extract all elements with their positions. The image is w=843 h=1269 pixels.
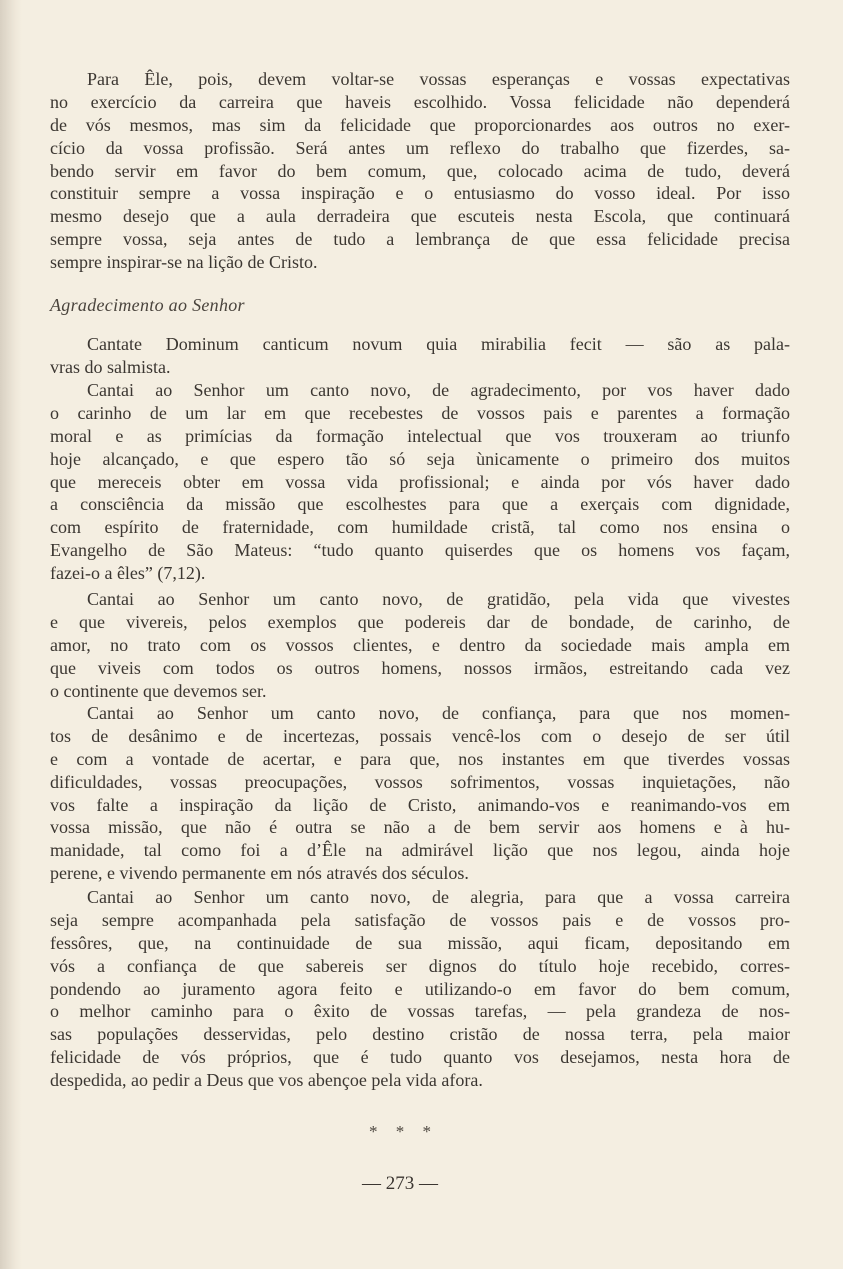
- text-line: vras do salmista.: [50, 356, 171, 377]
- text-line: de vós mesmos, mas sim da felicidade que proporcionardes aos outros no exer-: [50, 114, 790, 135]
- text-line: moral e as primícias da formação intelectual que vos trouxeram ao triunfo: [50, 425, 790, 446]
- text-line: Cantai ao Senhor um canto novo, de alegria, para que a vossa carreira: [87, 887, 790, 907]
- text-line: vós a confiança de que sabereis ser dignos do título hoje recebido, corres-: [50, 955, 790, 976]
- text-line: Para Êle, pois, devem voltar-se vossas esperanças e vossas expectativas: [87, 69, 790, 89]
- page-gutter-shadow: [0, 0, 22, 1269]
- paragraph-intro: [50, 68, 790, 274]
- text-line: cício da vossa profissão. Será antes um reflexo do trabalho que fizerdes, sa-: [50, 137, 790, 158]
- text-line: a consciência da missão que escolhestes para que a exerçais com dignidade,: [50, 494, 790, 515]
- text-line: e que vivereis, pelos exemplos que podereis dar de bondade, de carinho, de: [50, 611, 790, 632]
- page-number: — 273 —: [362, 1173, 438, 1194]
- text-line: constituir sempre a vossa inspiração e o entusiasmo do vosso ideal. Por isso: [50, 183, 790, 204]
- text-line: sempre inspirar-se na lição de Cristo.: [50, 252, 318, 273]
- text-line: felicidade de vós próprios, que é tudo quanto vos desejamos, nesta hora de: [50, 1047, 790, 1068]
- text-line: que viveis com todos os outros homens, nossos irmãos, estreitando cada vez: [50, 657, 790, 678]
- text-line: sempre vossa, seja antes de tudo a lembrança de que essa felicidade precisa: [50, 229, 790, 250]
- section-separator: * * *: [369, 1122, 431, 1141]
- text-line: perene, e vivendo permanente em nós através dos séculos.: [50, 863, 469, 884]
- text-line: Evangelho de São Mateus: “tudo quanto quiserdes que os homens vos façam,: [50, 540, 790, 561]
- text-line: Cantai ao Senhor um canto novo, de agradecimento, por vos haver dado: [87, 380, 790, 400]
- text-line: Cantai ao Senhor um canto novo, de gratidão, pela vida que vivestes: [87, 589, 790, 609]
- text-line: com espírito de fraternidade, com humildade cristã, tal como nos ensina o: [50, 517, 790, 538]
- text-line: Cantate Dominum canticum novum quia mirabilia fecit — são as pala-: [87, 334, 790, 354]
- text-line: hoje alcançado, e que espero tão só seja ùnicamente o primeiro dos muitos: [50, 448, 790, 469]
- paragraph-cantate: [50, 333, 790, 379]
- paragraph-gratidao: [50, 588, 790, 702]
- text-line: Cantai ao Senhor um canto novo, de confiança, para que nos momen-: [87, 703, 790, 723]
- text-line: vos falte a inspiração da lição de Cristo, animando-vos e reanimando-vos em: [50, 794, 790, 815]
- text-line: sas populações desservidas, pelo destino cristão de nossa terra, pela maior: [50, 1024, 790, 1045]
- text-line: pondendo ao juramento agora feito e utilizando-o em favor do bem comum,: [50, 978, 790, 999]
- text-line: despedida, ao pedir a Deus que vos abençoe pela vida afora.: [50, 1070, 483, 1091]
- paragraph-alegria: [50, 886, 790, 1092]
- text-line: no exercício da carreira que haveis escolhido. Vossa felicidade não dependerá: [50, 91, 790, 112]
- text-line: fessôres, que, na continuidade de sua missão, aqui ficam, depositando em: [50, 932, 790, 953]
- text-line: bendo servir em favor do bem comum, que, colocado acima de tudo, deverá: [50, 160, 790, 181]
- text-line: amor, no trato com os vossos clientes, e dentro da sociedade mais ampla em: [50, 634, 790, 655]
- text-line: mesmo desejo que a aula derradeira que escuteis nesta Escola, que continuará: [50, 206, 790, 227]
- text-line: o melhor caminho para o êxito de vossas tarefas, — pela grandeza de nos-: [50, 1001, 790, 1022]
- text-line: o carinho de um lar em que recebestes de vossos pais e parentes a formação: [50, 402, 790, 423]
- text-line: o continente que devemos ser.: [50, 680, 267, 701]
- section-heading: Agradecimento ao Senhor: [50, 295, 245, 315]
- text-line: seja sempre acompanhada pela satisfação de vossos pais e de vossos pro-: [50, 909, 790, 930]
- text-line: dificuldades, vossas preocupações, vossos sofrimentos, vossas inquietações, não: [50, 771, 790, 792]
- paragraph-agradecimento: [50, 379, 790, 585]
- text-line: que mereceis obter em vossa vida profissional; e ainda por vós haver dado: [50, 471, 790, 492]
- text-line: manidade, tal como foi a d’Êle na admirável lição que nos legou, ainda hoje: [50, 840, 790, 861]
- paragraph-confianca: [50, 702, 790, 885]
- text-line: fazei-o a êles” (7,12).: [50, 563, 206, 584]
- text-line: vossa missão, que não é outra se não a de bem servir aos homens e à hu-: [50, 817, 790, 838]
- text-line: tos de desânimo e de incertezas, possais vencê-los com o desejo de ser útil: [50, 725, 790, 746]
- text-line: e com a vontade de acertar, e para que, nos instantes em que tiverdes vossas: [50, 748, 790, 769]
